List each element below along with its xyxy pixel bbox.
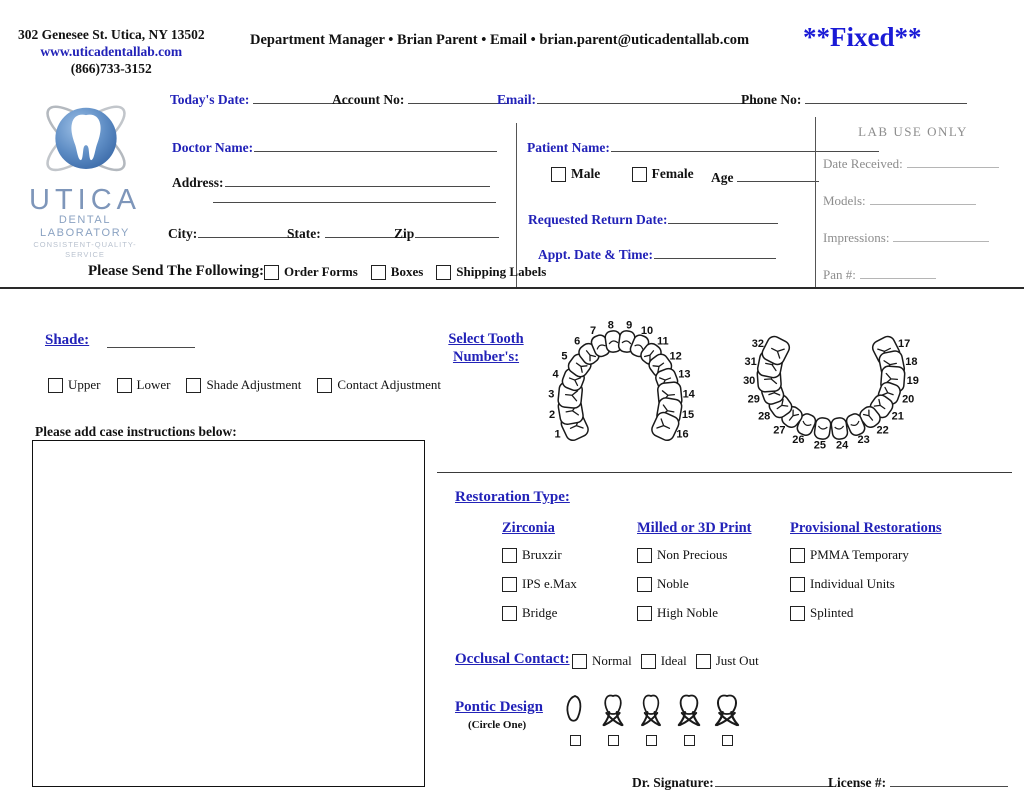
account-no-label: Account No:: [332, 92, 405, 107]
female-label: Female: [651, 166, 694, 181]
restoration-option-3-3[interactable]: [790, 605, 995, 621]
restoration-column-header-1: Zirconia: [502, 520, 555, 536]
tooth-number-9: 9: [626, 319, 633, 332]
upper-arch-diagram: [533, 315, 705, 465]
form-title: **Fixed**: [803, 22, 922, 52]
tooth-24[interactable]: [831, 417, 849, 440]
tooth-number-30: 30: [743, 375, 756, 388]
restoration-checkbox-1-2[interactable]: [502, 577, 517, 592]
shade-option-4[interactable]: [317, 377, 441, 393]
appt-label: Appt. Date & Time:: [538, 247, 653, 262]
restoration-checkbox-1-3[interactable]: [502, 606, 517, 621]
occlusal-option-3-label: Just Out: [715, 653, 759, 668]
doctor-name-label: Doctor Name:: [172, 140, 254, 155]
restoration-option-3-1[interactable]: [790, 547, 995, 563]
tooth-number-2: 2: [548, 408, 556, 421]
tooth-number-27: 27: [773, 424, 786, 437]
shade-option-2-checkbox[interactable]: [117, 378, 132, 393]
city-field: [168, 224, 296, 242]
logo-subtitle: DENTAL LABORATORY: [40, 214, 130, 239]
occlusal-title: Occlusal Contact:: [455, 651, 570, 667]
phone-no-line[interactable]: [805, 90, 967, 104]
logo-wordmark: [24, 186, 146, 260]
tooth-number-7: 7: [589, 325, 597, 338]
restoration-label-1-3: Bridge: [522, 605, 558, 620]
tooth-number-15: 15: [681, 408, 695, 421]
sex-age-row: [551, 166, 819, 186]
restoration-option-1-1[interactable]: [502, 547, 632, 563]
restoration-option-1-3[interactable]: [502, 605, 632, 621]
patient-name-label: Patient Name:: [527, 140, 610, 155]
tooth-number-23: 23: [857, 434, 870, 447]
tooth-number-5: 5: [561, 350, 568, 363]
lower-arch-diagram: [730, 318, 932, 456]
male-label: Male: [571, 166, 601, 181]
pontic-option-4[interactable]: [674, 693, 704, 751]
pontic-option-3[interactable]: [636, 693, 666, 751]
age-label: Age: [710, 169, 734, 185]
tooth-number-4: 4: [552, 368, 559, 381]
section-divider-1: [0, 287, 1024, 289]
zip-field: [394, 224, 499, 242]
tooth-number-6: 6: [574, 335, 581, 348]
restoration-column-1: [502, 520, 632, 634]
license-line[interactable]: [890, 773, 1008, 787]
tooth-number-12: 12: [669, 350, 682, 363]
restoration-option-2-3[interactable]: [637, 605, 787, 621]
restoration-label-3-3: Splinted: [810, 605, 854, 620]
tooth-number-24: 24: [835, 439, 849, 452]
send-option-1-checkbox[interactable]: [264, 265, 279, 280]
lab-use-row-2: [823, 191, 1003, 209]
tooth-number-10: 10: [640, 325, 654, 338]
doctor-name-line[interactable]: [254, 138, 497, 152]
pontic-shape-1-icon: [560, 693, 590, 727]
pontic-checkbox-1[interactable]: [570, 735, 581, 746]
age-line[interactable]: [737, 168, 819, 182]
tooth-chart-title-line1: Select Tooth: [448, 331, 524, 347]
occlusal-option-1[interactable]: [572, 653, 632, 669]
shade-option-2-label: Lower: [136, 377, 171, 392]
section-divider-2: [437, 472, 1012, 473]
lab-street-address: 302 Genesee St. Utica, NY 13502: [18, 27, 205, 42]
send-option-3[interactable]: [436, 264, 546, 280]
tooth-number-32: 32: [751, 338, 765, 351]
pontic-shape-4-icon: [674, 693, 704, 727]
occlusal-option-2-label: Ideal: [660, 653, 687, 668]
female-checkbox[interactable]: [632, 167, 647, 182]
address-line-1[interactable]: [225, 173, 490, 187]
send-option-2[interactable]: [371, 264, 424, 280]
dr-signature-label: Dr. Signature:: [632, 775, 714, 790]
state-line[interactable]: [325, 224, 405, 238]
account-no-line[interactable]: [408, 90, 508, 104]
logo-tagline: CONSISTENT-QUALITY-SERVICE: [33, 240, 137, 259]
shade-line[interactable]: [107, 334, 195, 348]
restoration-label-2-1: Non Precious: [657, 547, 728, 562]
male-option[interactable]: [551, 166, 600, 182]
lab-use-title: LAB USE ONLY: [858, 124, 968, 139]
pontic-shape-5-icon: [712, 693, 742, 727]
pontic-shape-2-icon: [598, 693, 628, 727]
lab-website-link[interactable]: www.uticadentallab.com: [40, 44, 183, 59]
pontic-subtitle: (Circle One): [468, 719, 527, 731]
tooth-chart-title-line2: Number's:: [452, 349, 520, 365]
tooth-number-31: 31: [744, 356, 757, 369]
lab-use-line-1[interactable]: [907, 154, 999, 168]
pontic-option-1[interactable]: [560, 693, 590, 751]
shade-option-2[interactable]: [117, 377, 171, 393]
restoration-label-1-1: Bruxzir: [522, 547, 562, 562]
restoration-option-3-2[interactable]: [790, 576, 995, 592]
city-label: City:: [168, 226, 198, 241]
restoration-option-2-1[interactable]: [637, 547, 787, 563]
lab-use-label-2: Models:: [823, 193, 866, 208]
restoration-checkbox-2-2[interactable]: [637, 577, 652, 592]
tooth-25[interactable]: [814, 417, 832, 440]
lab-phone: (866)733-3152: [70, 61, 152, 76]
shade-option-3-label: Shade Adjustment: [206, 377, 302, 392]
dr-signature-line[interactable]: [715, 773, 833, 787]
tooth-number-21: 21: [891, 410, 904, 423]
restoration-checkbox-2-3[interactable]: [637, 606, 652, 621]
appt-line[interactable]: [654, 245, 776, 259]
pontic-checkbox-5[interactable]: [722, 735, 733, 746]
lab-use-label-1: Date Received:: [823, 156, 903, 171]
return-date-field: [528, 210, 778, 228]
occlusal-option-3-checkbox[interactable]: [696, 654, 711, 669]
tooth-number-18: 18: [905, 356, 918, 369]
send-following-options: [264, 264, 546, 284]
occlusal-option-3[interactable]: [696, 653, 759, 669]
restoration-checkbox-3-3[interactable]: [790, 606, 805, 621]
shade-option-4-checkbox[interactable]: [317, 378, 332, 393]
restoration-column-header-3: Provisional Restorations: [790, 520, 942, 536]
send-option-3-checkbox[interactable]: [436, 265, 451, 280]
todays-date-label: Today's Date:: [170, 92, 250, 107]
pontic-checkbox-3[interactable]: [646, 735, 657, 746]
address-label: Address:: [172, 175, 224, 190]
tooth-number-26: 26: [792, 434, 805, 447]
city-line[interactable]: [198, 224, 296, 238]
restoration-checkbox-2-1[interactable]: [637, 548, 652, 563]
shade-option-4-label: Contact Adjustment: [337, 377, 442, 392]
pontic-title: Pontic Design: [455, 699, 543, 715]
shade-option-3[interactable]: [186, 377, 301, 393]
case-instructions-label: Please add case instructions below:: [35, 424, 237, 439]
pontic-checkbox-4[interactable]: [684, 735, 695, 746]
shade-option-1-checkbox[interactable]: [48, 378, 63, 393]
restoration-label-2-3: High Noble: [657, 605, 719, 620]
pontic-option-2[interactable]: [598, 693, 628, 751]
occlusal-option-2[interactable]: [641, 653, 687, 669]
lab-use-only-box: [823, 124, 1003, 302]
pontic-options: [560, 693, 750, 751]
tooth-number-22: 22: [876, 424, 889, 437]
state-field: [287, 224, 405, 242]
occlusal-options: [572, 653, 759, 673]
phone-no-label: Phone No:: [741, 92, 802, 107]
email-label: Email:: [497, 92, 536, 107]
occlusal-option-1-label: Normal: [592, 653, 632, 668]
doctor-name-field: [172, 138, 497, 156]
tooth-number-11: 11: [656, 335, 669, 348]
restoration-label-1-2: IPS e.Max: [522, 576, 577, 591]
tooth-number-20: 20: [902, 393, 915, 406]
shade-option-1-label: Upper: [68, 377, 101, 392]
lab-use-row-3: [823, 228, 1003, 246]
tooth-number-25: 25: [813, 439, 827, 452]
return-date-line[interactable]: [668, 210, 778, 224]
account-no-field: [332, 90, 508, 108]
pontic-checkbox-2[interactable]: [608, 735, 619, 746]
case-instructions-box[interactable]: [32, 440, 425, 787]
email-line[interactable]: [537, 90, 762, 104]
lab-address-block: [18, 26, 205, 77]
shade-option-1[interactable]: [48, 377, 101, 393]
restoration-label-3-2: Individual Units: [810, 576, 895, 591]
return-date-label: Requested Return Date:: [528, 212, 668, 227]
restoration-option-1-2[interactable]: [502, 576, 632, 592]
address-line-2[interactable]: [213, 189, 496, 203]
todays-date-field: [170, 90, 349, 108]
restoration-column-header-2: Milled or 3D Print: [637, 520, 752, 536]
tooth-number-28: 28: [758, 410, 771, 423]
pontic-shape-3-icon: [636, 693, 666, 727]
lab-use-fields: [823, 154, 1003, 283]
restoration-label-3-1: PMMA Temporary: [810, 547, 909, 562]
shade-label: Shade:: [45, 332, 90, 348]
occlusal-option-1-checkbox[interactable]: [572, 654, 587, 669]
restoration-column-2: [637, 520, 787, 634]
zip-label: Zip: [394, 226, 415, 241]
restoration-checkbox-3-1[interactable]: [790, 548, 805, 563]
lab-use-label-4: Pan #:: [823, 267, 856, 282]
restoration-checkbox-1-1[interactable]: [502, 548, 517, 563]
lab-use-line-2[interactable]: [870, 191, 976, 205]
restoration-label-2-2: Noble: [657, 576, 689, 591]
email-field: [497, 90, 762, 108]
send-option-1[interactable]: [264, 264, 358, 280]
divider-doctor-patient: [516, 123, 517, 287]
tooth-number-8: 8: [607, 319, 614, 332]
restoration-checkbox-3-2[interactable]: [790, 577, 805, 592]
send-following-label: Please Send The Following:: [88, 263, 264, 279]
pontic-option-5[interactable]: [712, 693, 742, 751]
restoration-column-3: [790, 520, 995, 634]
tooth-number-14: 14: [682, 388, 695, 401]
send-option-2-label: Boxes: [390, 264, 424, 279]
tooth-number-17: 17: [897, 338, 911, 351]
shade-options: [48, 377, 441, 397]
divider-patient-labuse: [815, 117, 816, 287]
female-option[interactable]: [632, 166, 694, 182]
send-option-1-label: Order Forms: [284, 264, 358, 279]
license-label: License #:: [828, 775, 887, 790]
tooth-number-29: 29: [747, 393, 760, 406]
send-option-2-checkbox[interactable]: [371, 265, 386, 280]
tooth-number-1: 1: [554, 428, 561, 441]
lab-use-label-3: Impressions:: [823, 230, 890, 245]
male-checkbox[interactable]: [551, 167, 566, 182]
lab-use-row-1: [823, 154, 1003, 172]
department-manager-line: Department Manager • Brian Parent • Email • brian.parent@uticadentallab.com: [250, 32, 750, 48]
occlusal-option-2-checkbox[interactable]: [641, 654, 656, 669]
state-label: State:: [287, 226, 321, 241]
phone-no-field: [741, 90, 967, 108]
appt-field: [538, 245, 776, 263]
tooth-number-3: 3: [548, 388, 555, 401]
lab-use-row-4: [823, 265, 1003, 283]
restoration-option-2-2[interactable]: [637, 576, 787, 592]
restoration-title: Restoration Type:: [455, 489, 570, 505]
tooth-number-16: 16: [676, 428, 689, 441]
address-field-2: [213, 189, 496, 208]
send-option-3-label: Shipping Labels: [456, 264, 547, 279]
tooth-number-19: 19: [906, 375, 919, 388]
lab-use-line-3[interactable]: [893, 228, 989, 242]
dr-signature-field: [632, 773, 833, 791]
shade-option-3-checkbox[interactable]: [186, 378, 201, 393]
license-field: [828, 773, 1008, 791]
lab-use-line-4[interactable]: [860, 265, 936, 279]
tooth-number-13: 13: [678, 368, 691, 381]
logo-name: UTICA: [29, 184, 141, 216]
zip-line[interactable]: [415, 224, 499, 238]
tooth-chart-title: [440, 330, 532, 366]
tooth-orbit-icon: [36, 92, 136, 188]
